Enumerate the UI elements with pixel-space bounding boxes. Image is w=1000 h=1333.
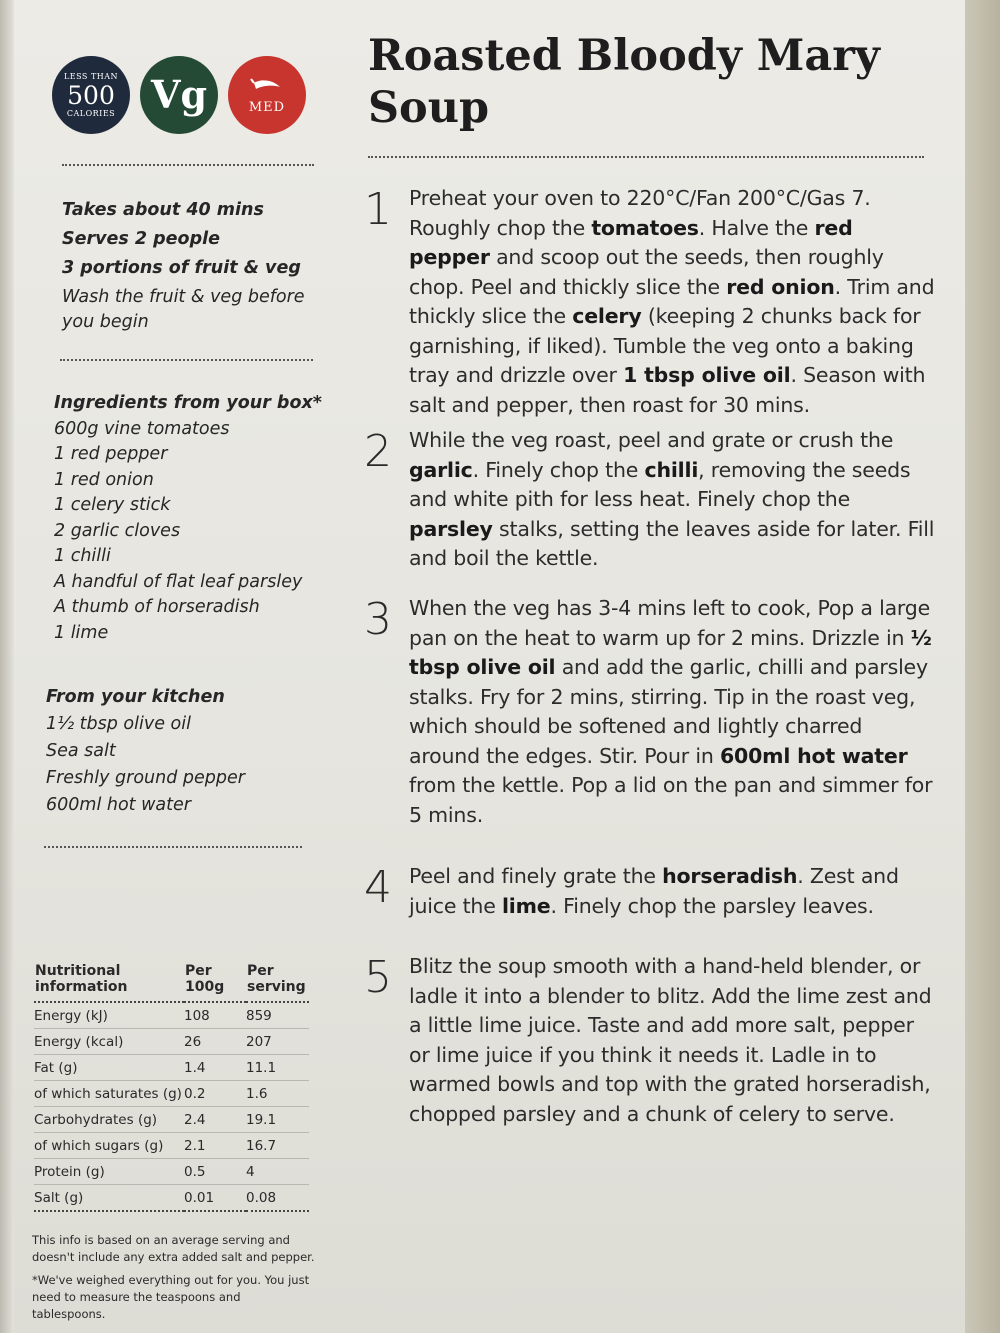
ingredient-item: 2 garlic cloves <box>54 520 181 541</box>
step-text-run: When the veg has 3-4 mins left to cook, Pop a large pan on the heat to warm up for 2 mins. Drizzle in <box>409 596 931 650</box>
step-text-run: and scoop out the seeds, then roughly chop. Peel and thickly slice the <box>409 245 884 299</box>
ingredient-item: Freshly ground pepper <box>46 768 245 788</box>
ingredient-item: 1 red pepper <box>54 444 168 464</box>
step-text <box>409 184 939 420</box>
nutrient-label: Energy (kJ) <box>34 1002 184 1029</box>
method-step <box>364 594 939 830</box>
step-number: 2 <box>364 426 392 477</box>
method-step <box>364 426 939 574</box>
nutrition-row <box>34 1185 309 1212</box>
ingredient-item: 1½ tbsp olive oil <box>46 714 191 734</box>
nutrient-label: Fat (g) <box>34 1055 184 1081</box>
method-step <box>364 862 939 921</box>
page-fold <box>0 0 14 1333</box>
step-text <box>409 862 939 921</box>
calorie-badge <box>52 56 130 134</box>
nutrient-value: 26 <box>184 1029 246 1055</box>
footnote: *We've weighed everything out for you. You just need to measure the teaspoons and tablespoons. <box>32 1273 310 1321</box>
nutrition-notes <box>32 1232 317 1329</box>
nutrient-value: 207 <box>246 1029 309 1055</box>
vegetarian-badge-label: Vg <box>150 72 208 117</box>
kitchen-ingredients <box>46 684 316 819</box>
vegetarian-badge <box>140 56 218 134</box>
cook-time: Takes about 40 mins <box>62 200 264 220</box>
divider <box>368 156 924 158</box>
nutrition-header: Per serving <box>247 963 306 995</box>
nutrition-row <box>34 1159 309 1185</box>
ingredient-item: 1 red onion <box>54 469 154 490</box>
nutrient-value: 11.1 <box>246 1055 309 1081</box>
step-text-run: . Trim and thickly slice the <box>409 274 935 328</box>
box-ingredients-heading: Ingredients from your box* <box>54 393 322 413</box>
nutrient-label: Salt (g) <box>34 1185 184 1212</box>
kitchen-ingredients-list <box>46 711 316 819</box>
nutrient-value: 1.6 <box>246 1081 309 1107</box>
step-text-run: (keeping 2 chunks back for garnishing, if liked). Tumble the veg onto a baking tray and drizzle over <box>409 304 921 387</box>
divider <box>44 846 302 848</box>
ingredient-item: 1 lime <box>54 622 109 643</box>
step-text-run: . Finely chop the parsley leaves. <box>550 893 874 918</box>
nutrient-label: Protein (g) <box>34 1159 184 1185</box>
box-ingredients <box>54 391 324 646</box>
step-number: 1 <box>364 184 392 235</box>
nutrition-row <box>34 1133 309 1159</box>
nutrient-value: 1.4 <box>184 1055 246 1081</box>
nutrient-value: 16.7 <box>246 1133 309 1159</box>
kitchen-ingredients-heading: From your kitchen <box>46 687 225 707</box>
step-text-run: from the kettle. Pop a lid on the pan and simmer for 5 mins. <box>409 773 933 827</box>
nutrient-value: 0.2 <box>184 1081 246 1107</box>
divider <box>62 164 314 166</box>
box-ingredients-list <box>54 417 324 647</box>
step-text-run: and add the garlic, chilli and parsley stalks. Fry for 2 mins, stirring. Tip in the roast veg, which should be softened and lightly charred around the edges. Stir. Pour in <box>409 655 928 768</box>
step-number: 5 <box>364 952 392 1003</box>
step-ingredient: tomatoes <box>591 215 699 240</box>
background-edge <box>965 0 1000 1333</box>
calorie-badge-value: 500 <box>67 80 115 110</box>
nutrition-table <box>34 962 309 1212</box>
chilli-icon <box>250 77 284 97</box>
step-ingredient: parsley <box>409 516 493 541</box>
nutrition-row <box>34 1029 309 1055</box>
nutrient-label: of which saturates (g) <box>34 1081 184 1107</box>
nutrition-row <box>34 1081 309 1107</box>
method-step <box>364 952 939 1129</box>
step-text-run: Peel and finely grate the <box>409 864 663 888</box>
step-text-run: . Halve the <box>698 215 815 240</box>
nutrient-value: 0.5 <box>184 1159 246 1185</box>
step-ingredient: chilli <box>644 457 699 482</box>
servings: Serves 2 people <box>62 229 220 249</box>
nutrient-value: 108 <box>184 1002 246 1029</box>
nutrient-label: of which sugars (g) <box>34 1133 184 1159</box>
step-text-run: Blitz the soup smooth with a hand-held blender, or ladle it into a blender to blitz. Add the lime zest and a little lime juice. Taste and add more salt, pepper or lime juice if you think it needs it. Ladle in to warmed bowls and top with the grated horseradish, chopped parsley and a chunk of celery to serve. <box>409 954 932 1126</box>
step-text-run: Preheat your oven to 220°C/Fan 200°C/Gas 7. Roughly chop the <box>409 186 871 240</box>
step-ingredient: horseradish <box>662 864 798 888</box>
ingredient-item: A handful of flat leaf parsley <box>54 571 303 592</box>
step-ingredient: red onion <box>726 274 835 299</box>
step-text-run: . Finely chop the <box>472 457 645 482</box>
method-step <box>364 184 939 420</box>
badge-row <box>52 56 306 134</box>
step-ingredient: ½ tbsp olive oil <box>409 625 932 679</box>
ingredient-item: 600g vine tomatoes <box>54 418 230 439</box>
spice-level-label: MED <box>248 99 286 115</box>
nutrient-value: 0.08 <box>246 1185 309 1212</box>
ingredient-item: 600ml hot water <box>46 795 191 815</box>
nutrient-label: Energy (kcal) <box>34 1029 184 1055</box>
nutrient-value: 859 <box>246 1002 309 1029</box>
step-text <box>409 426 939 574</box>
nutrition-header: Nutritional information <box>35 963 128 995</box>
step-ingredient: red pepper <box>409 215 853 269</box>
step-text <box>409 594 939 830</box>
ingredient-item: Sea salt <box>46 741 116 761</box>
step-text-run: While the veg roast, peel and grate or crush the <box>409 428 894 452</box>
wash-note: Wash the fruit & veg before you begin <box>62 287 305 332</box>
nutrient-value: 2.1 <box>184 1133 246 1159</box>
ingredient-item: 1 celery stick <box>54 495 171 515</box>
step-text-run: stalks, setting the leaves aside for later. Fill and boil the kettle. <box>409 516 935 570</box>
step-ingredient: lime <box>501 893 551 918</box>
nutrition-row <box>34 1055 309 1081</box>
step-text-run: . Zest and juice the <box>409 864 899 918</box>
divider <box>60 359 313 361</box>
calorie-badge-bottom: CALORIES <box>66 108 116 118</box>
nutrition-header: Per 100g <box>185 963 225 995</box>
recipe-title: Roasted Bloody Mary Soup <box>368 31 880 133</box>
nutrition-row <box>34 1107 309 1133</box>
step-ingredient: celery <box>572 304 642 328</box>
step-number: 3 <box>364 594 392 645</box>
step-ingredient: 1 tbsp olive oil <box>623 363 791 387</box>
nutrient-value: 19.1 <box>246 1107 309 1133</box>
overview-block <box>62 196 322 335</box>
step-ingredient: garlic <box>409 457 473 482</box>
nutrient-value: 4 <box>246 1159 309 1185</box>
nutrient-value: 0.01 <box>184 1185 246 1212</box>
calorie-badge-top: LESS THAN <box>63 71 119 81</box>
nutrient-label: Carbohydrates (g) <box>34 1107 184 1133</box>
ingredient-item: 1 chilli <box>54 546 111 566</box>
step-text-run: . Season with salt and pepper, then roast for 30 mins. <box>409 363 926 417</box>
step-text <box>409 952 939 1129</box>
veg-portions: 3 portions of fruit & veg <box>62 258 301 278</box>
spice-level-badge <box>228 56 306 134</box>
nutrient-value: 2.4 <box>184 1107 246 1133</box>
ingredient-item: A thumb of horseradish <box>54 597 260 617</box>
step-text-run: , removing the seeds and white pith for less heat. Finely chop the <box>409 457 911 511</box>
nutrition-note: This info is based on an average serving and doesn't include any extra added salt and pepper. <box>32 1233 315 1264</box>
nutrition-header-row <box>34 962 309 1002</box>
nutrition-row <box>34 1002 309 1029</box>
step-number: 4 <box>364 862 392 913</box>
step-ingredient: 600ml hot water <box>719 743 908 768</box>
